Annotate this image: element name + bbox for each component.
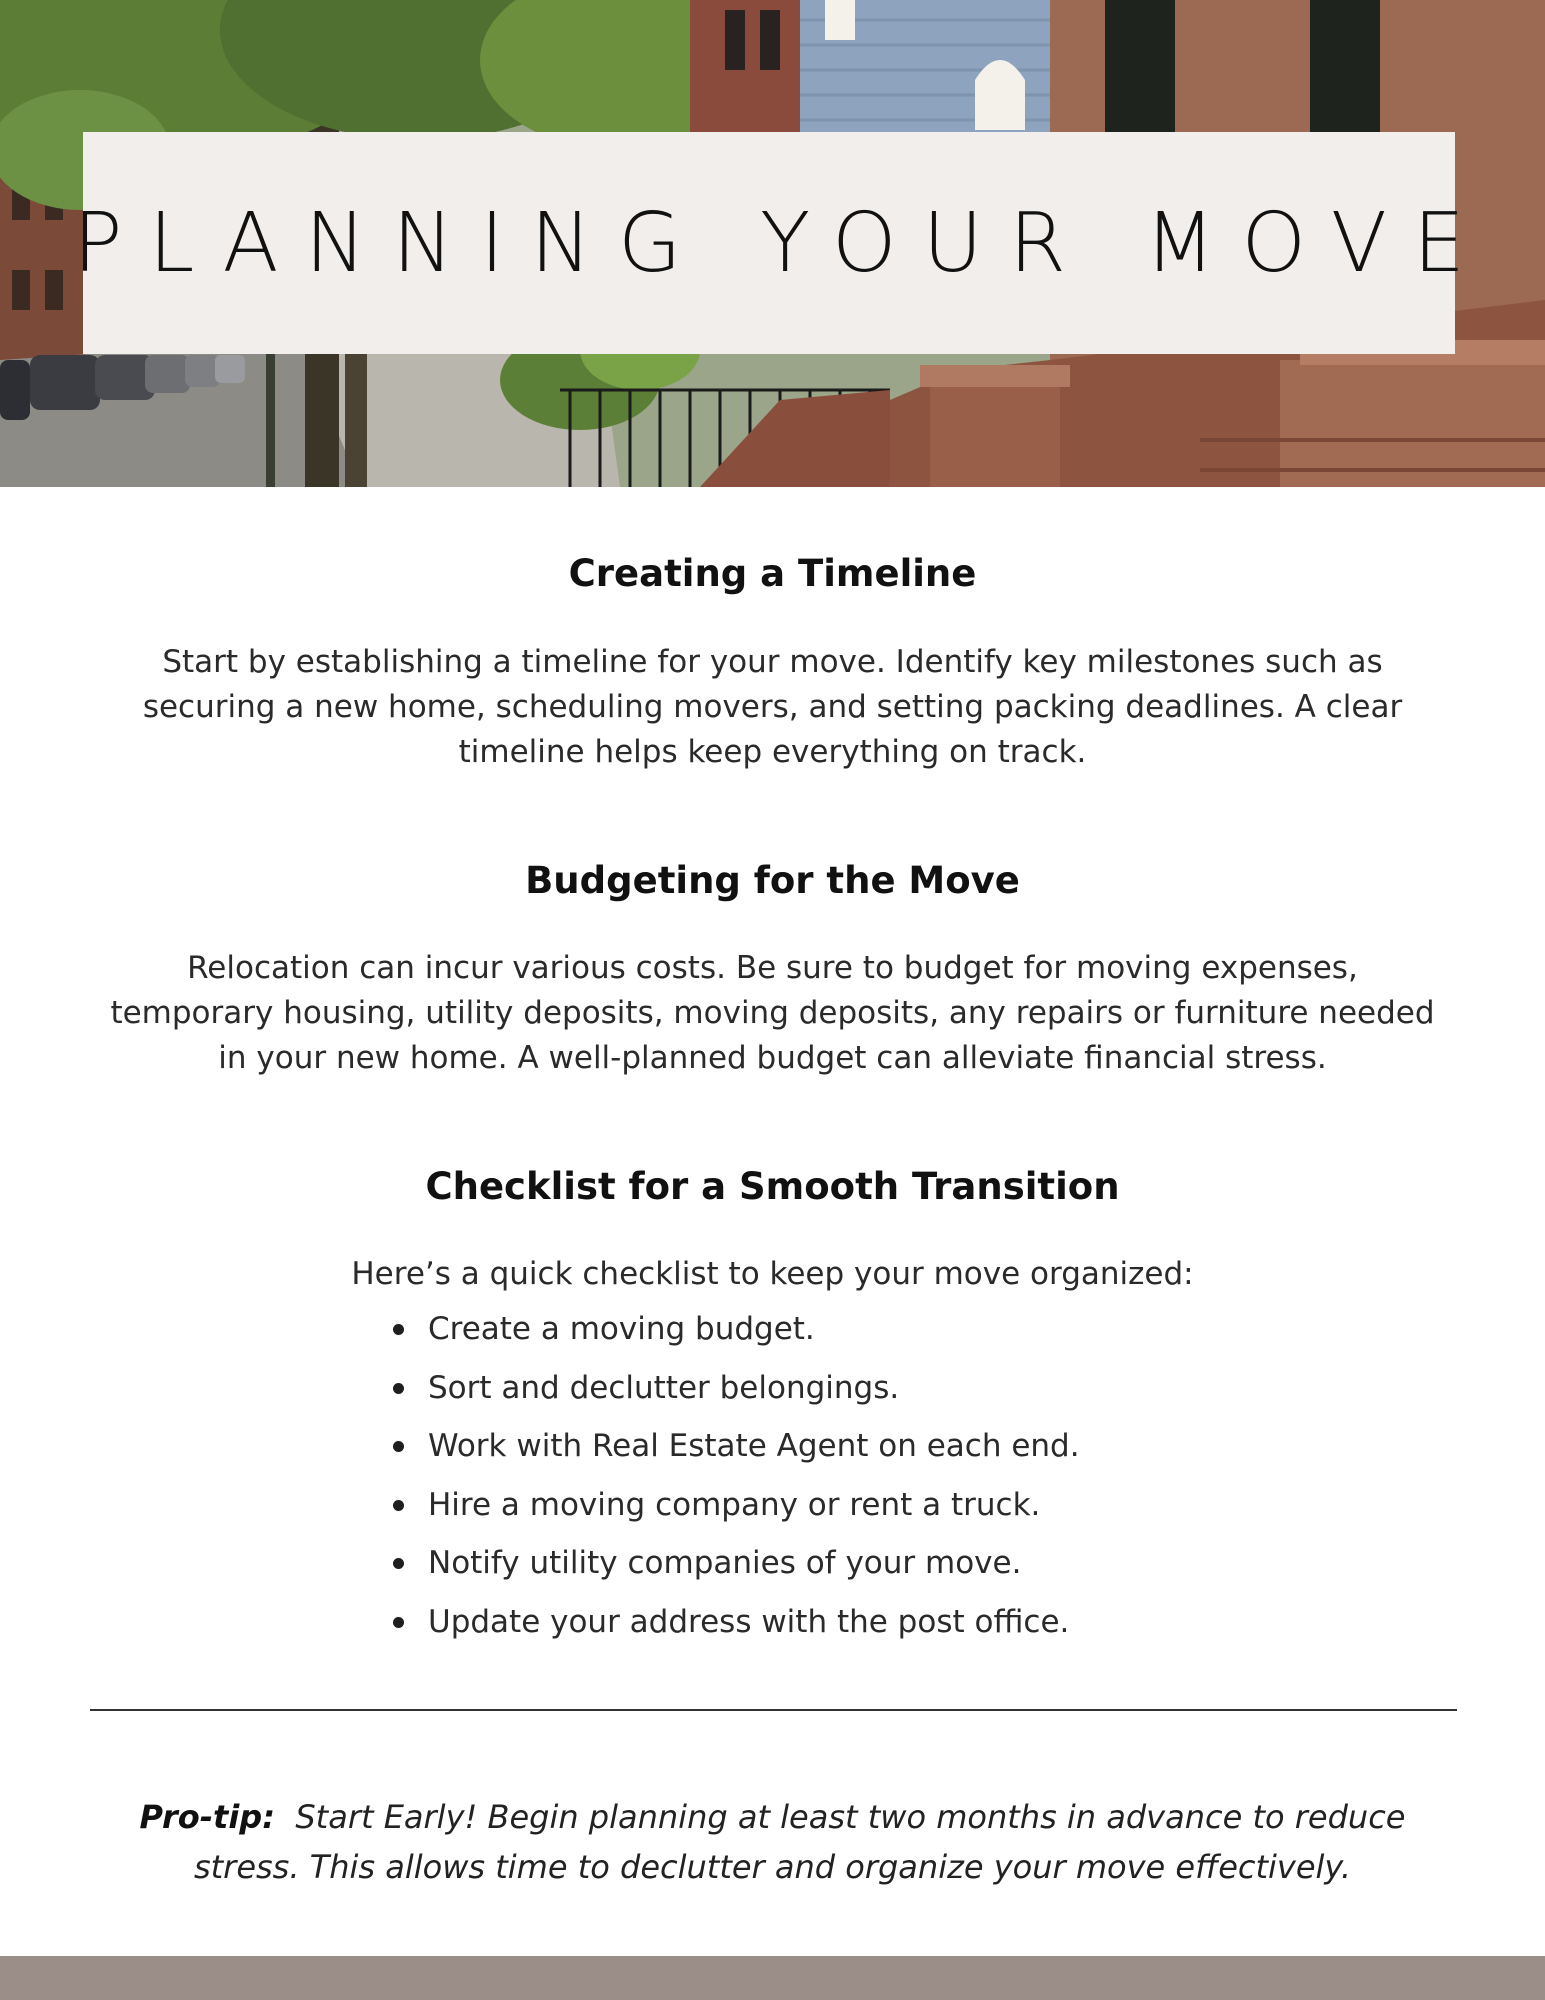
list-item-text: Sort and declutter belongings. — [428, 1369, 900, 1406]
list-item-text: Notify utility companies of your move. — [428, 1545, 1022, 1582]
protip-text: Start Early! Begin planning at least two months in advance to reduce stress. This allows time to declutter and organize your move effectively. — [193, 1798, 1406, 1886]
list-item-text: Create a moving budget. — [428, 1311, 815, 1347]
list-item-text: Update your address with the post office. — [428, 1603, 1070, 1640]
bullet-icon — [393, 1383, 404, 1394]
section-body-timeline: Start by establishing a timeline for your move. Identify key milestones such as securing a new home, scheduling movers, and setting packing deadlines. A clear timeline helps keep everything on track. — [142, 644, 1403, 770]
section-body-budget: Relocation can incur various costs. Be sure to budget for moving expenses, temporary housing, utility deposits, moving deposits, any repairs or furniture needed in your new home. A well-planned budget can alleviate financial stress. — [110, 950, 1435, 1076]
footer-bar — [0, 1956, 1545, 2000]
bullet-icon — [393, 1500, 404, 1511]
list-item-text: Work with Real Estate Agent on each end. — [428, 1428, 1080, 1465]
list-item — [390, 1417, 1390, 1476]
bullet-icon — [393, 1617, 404, 1628]
section-heading-checklist: Checklist for a Smooth Transition — [425, 1165, 1120, 1208]
bullet-icon — [393, 1324, 404, 1335]
hero-banner — [0, 0, 1545, 487]
section-heading-budget: Budgeting for the Move — [525, 859, 1020, 902]
section-heading-timeline: Creating a Timeline — [568, 552, 977, 595]
list-item — [390, 1534, 1390, 1593]
list-item — [390, 1593, 1390, 1652]
list-item — [390, 1476, 1390, 1535]
checklist — [390, 1300, 1390, 1652]
page-title: PLANNING YOUR MOVE — [73, 195, 1492, 291]
checklist-intro: Here’s a quick checklist to keep your move organized: — [351, 1256, 1194, 1292]
list-item-text: Hire a moving company or rent a truck. — [428, 1486, 1041, 1523]
title-box — [73, 132, 1492, 354]
bullet-icon — [393, 1558, 404, 1569]
protip — [95, 1792, 1450, 1892]
protip-label: Pro-tip: — [139, 1798, 275, 1836]
bullet-icon — [393, 1441, 404, 1452]
list-item — [390, 1359, 1390, 1418]
divider — [90, 1709, 1457, 1711]
list-item — [390, 1300, 1390, 1359]
